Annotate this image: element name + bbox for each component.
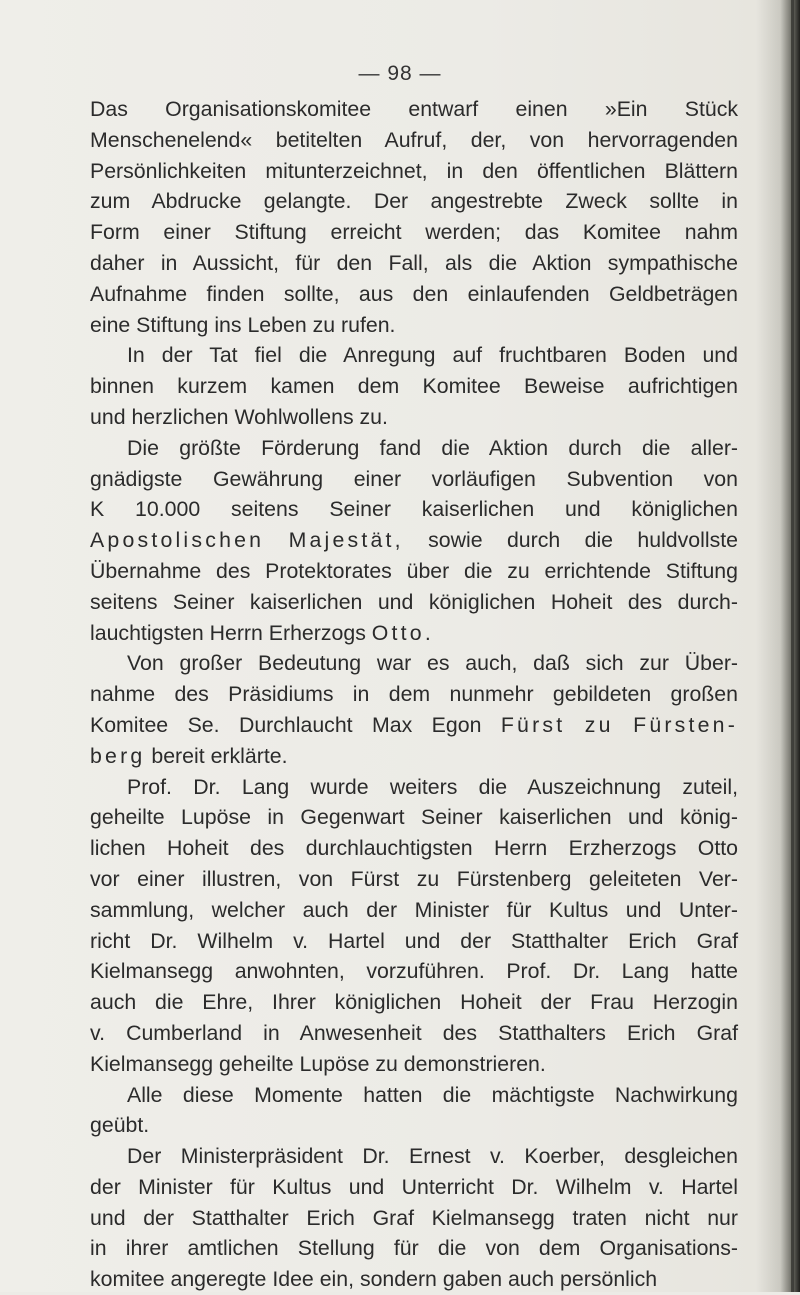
text-line: lichen Hoheit des durchlauchtigsten Herrn Erzherzogs Otto [90, 836, 738, 861]
text-line: Alle diese Momente hatten die mächtigste Nachwirkung [127, 1082, 738, 1107]
paragraph [90, 94, 738, 340]
text-line: zum Abdrucke gelangte. Der angestrebte Zweck sollte in [90, 189, 738, 214]
text-line: Übernahme des Protektorates über die zu errichtende Stiftung [90, 558, 738, 583]
page-edge-line [791, 0, 794, 1292]
text-line: richt Dr. Wilhelm v. Hartel und der Statthalter Erich Graf [90, 928, 738, 953]
page-number: — 98 — [358, 62, 442, 85]
text-line: Das Organisationskomitee entwarf einen »Ein Stück [90, 97, 738, 121]
emphasized-word: Majestät, [288, 528, 404, 553]
emphasized-word: zu [584, 712, 614, 737]
text-line: Von großer Bedeutung war es auch, daß sich zur Über- [127, 651, 738, 676]
text-line: Die größte Förderung fand die Aktion durch die aller- [127, 435, 738, 460]
text-line: Aufnahme finden sollte, aus den einlaufenden Geldbeträgen [90, 281, 738, 306]
paragraph [90, 1080, 738, 1142]
text-line: und der Statthalter Erich Graf Kielmansegg traten nicht nur [90, 1205, 738, 1230]
text-line: auch die Ehre, Ihrer königlichen Hoheit der Frau Herzogin [90, 990, 738, 1015]
text-line: berg bereit erklärte. [90, 743, 288, 768]
emphasized-word: Fürst [500, 712, 566, 737]
text-line: nahme des Präsidiums in dem nunmehr gebildeten großen [90, 682, 738, 707]
emphasized-word: Apostolischen [90, 528, 265, 553]
emphasized-word: berg [90, 743, 146, 768]
paragraph [90, 648, 738, 771]
text-line: eine Stiftung ins Leben zu rufen. [90, 312, 396, 337]
text-line: K 10.000 seitens Seiner kaiserlichen und königlichen [90, 497, 738, 522]
paragraph [90, 772, 738, 1080]
text-line: Prof. Dr. Lang wurde weiters die Auszeichnung zuteil, [127, 774, 738, 799]
emphasized-word: Otto. [371, 620, 434, 645]
text-line: daher in Aussicht, für den Fall, als die Aktion sympathische [90, 250, 738, 275]
text-line: lauchtigsten Herrn Erherzogs Otto. [90, 620, 434, 645]
text-line: vor einer illustren, von Fürst zu Fürstenberg geleiteten Ver- [90, 866, 738, 891]
text-line: in ihrer amtlichen Stellung für die von dem Organisations- [90, 1236, 738, 1261]
body-text [90, 94, 738, 1295]
text-line: v. Cumberland in Anwesenheit des Statthalters Erich Graf [90, 1020, 738, 1045]
text-line: gnädigste Gewährung einer vorläufigen Subvention von [90, 466, 738, 491]
paragraph [90, 340, 738, 432]
text-line: seitens Seiner kaiserlichen und königlichen Hoheit des durch- [90, 589, 738, 614]
text-line: Kielmansegg anwohnten, vorzuführen. Prof. Dr. Lang hatte [90, 959, 738, 984]
paragraph [90, 433, 738, 649]
text-line: komitee angeregte Idee ein, sondern gaben auch persönlich [90, 1267, 658, 1292]
text-line: Menschenelend« betitelten Aufruf, der, von hervorragenden [90, 127, 738, 152]
text-line: geübt. [90, 1113, 150, 1138]
text-line: der Minister für Kultus und Unterricht Dr. Wilhelm v. Hartel [90, 1174, 738, 1199]
text-line: und herzlichen Wohlwollens zu. [90, 404, 388, 429]
text-line: Der Ministerpräsident Dr. Ernest v. Koerber, desgleichen [127, 1144, 738, 1169]
text-line: In der Tat fiel die Anregung auf fruchtbaren Boden und [127, 343, 738, 368]
text-line: Kielmansegg geheilte Lupöse zu demonstrieren. [90, 1051, 546, 1076]
text-line: Komitee Se. Durchlaucht Max Egon Fürst zu Fürsten- [90, 712, 739, 737]
text-line: Persönlichkeiten mitunterzeichnet, in den öffentlichen Blättern [90, 158, 738, 183]
text-line: binnen kurzem kamen dem Komitee Beweise aufrichtigen [90, 374, 738, 399]
emphasized-word: Fürsten- [633, 712, 739, 737]
paragraph [90, 1141, 738, 1295]
text-line: geheilte Lupöse in Gegenwart Seiner kaiserlichen und könig- [90, 805, 738, 830]
text-line: sammlung, welcher auch der Minister für Kultus und Unter- [90, 897, 738, 922]
text-line: Form einer Stiftung erreicht werden; das Komitee nahm [90, 220, 738, 245]
text-line: Apostolischen Majestät, sowie durch die huldvollste [90, 528, 739, 553]
